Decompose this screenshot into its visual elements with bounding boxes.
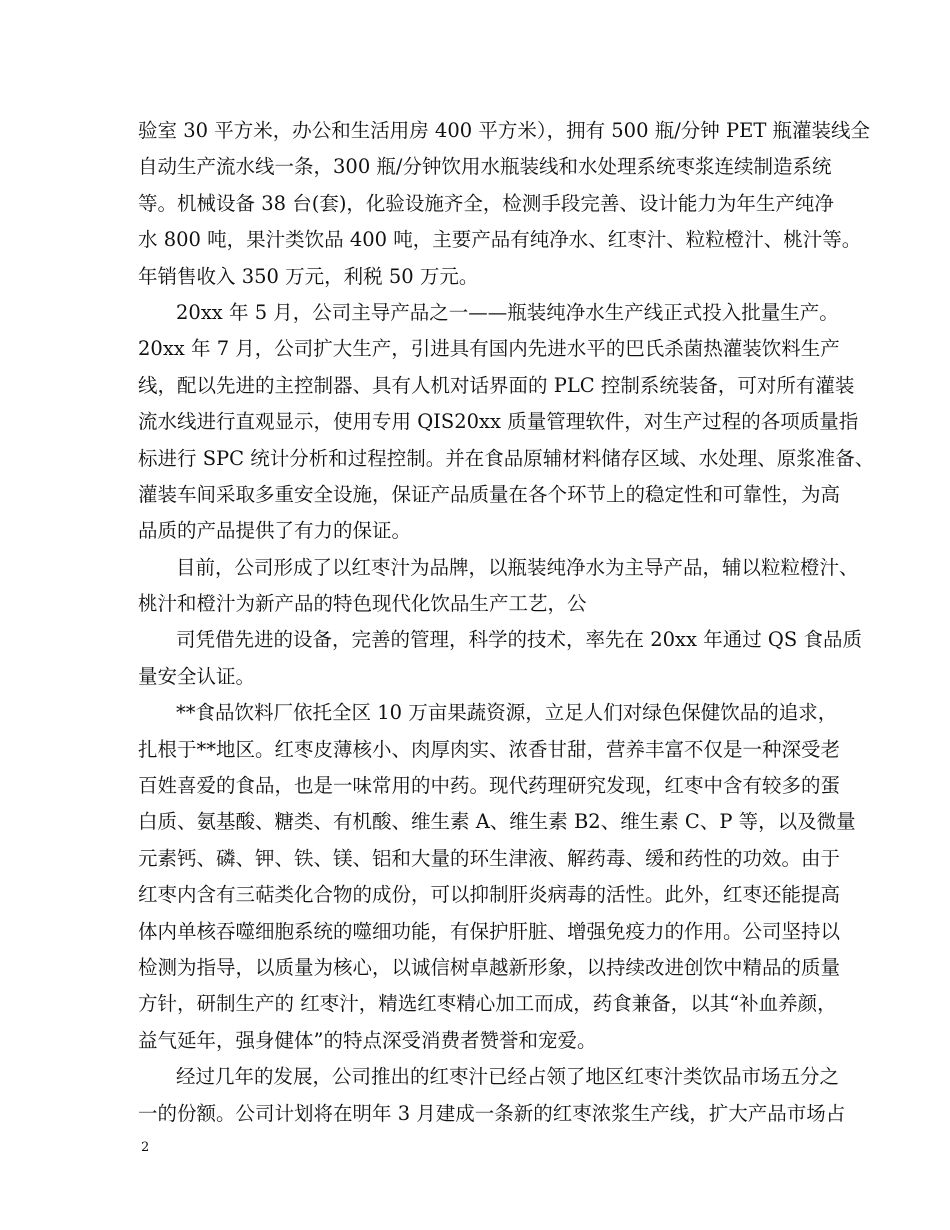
- text-line: 等。机械设备 38 台(套)，化验设施齐全，检测手段完善、设计能力为年生产纯净: [138, 191, 834, 215]
- text-line: 白质、氨基酸、糖类、有机酸、维生素 A、维生素 B2、维生素 C、P 等，以及微量: [138, 810, 856, 834]
- text-line: 目前，公司形成了以红枣汁为品牌，以瓶装纯净水为主导产品，辅以粒粒橙汁、: [176, 555, 859, 579]
- text-line: 量安全认证。: [138, 664, 256, 688]
- text-line: 方针，研制生产的 红枣汁，精选红枣精心加工而成，药食兼备，以其“补血养颜，: [138, 992, 837, 1016]
- text-line: 水 800 吨，果汁类饮品 400 吨，主要产品有纯净水、红枣汁、粒粒橙汁、桃汁等。: [138, 228, 862, 252]
- text-line: 灌装车间采取多重安全设施，保证产品质量在各个环节上的稳定性和可靠性，为高: [138, 482, 841, 506]
- text-line: 益气延年，强身健体”的特点深受消费者赞誉和宠爱。: [138, 1028, 597, 1052]
- text-line: 百姓喜爱的食品，也是一味常用的中药。现代药理研究发现，红枣中含有较多的蛋: [138, 774, 841, 798]
- text-line: 年销售收入 350 万元，利税 50 万元。: [138, 264, 479, 288]
- text-line: 自动生产流水线一条，300 瓶/分钟饮用水瓶装线和水处理系统枣浆连续制造系统: [138, 155, 832, 179]
- text-line: 检测为指导，以质量为核心，以诚信树卓越新形象，以持续改进创饮中精品的质量: [138, 955, 841, 979]
- text-line: 桃汁和橙汁为新产品的特色现代化饮品生产工艺，公: [138, 592, 587, 616]
- text-line: 20xx 年 5 月，公司主导产品之一——瓶装纯净水生产线正式投入批量生产。: [176, 300, 839, 324]
- text-line: 线，配以先进的主控制器、具有人机对话界面的 PLC 控制系统装备，可对所有灌装: [138, 373, 855, 397]
- text-line: 验室 30 平方米，办公和生活用房 400 平方米），拥有 500 瓶/分钟 PET 瓶灌装线全: [138, 119, 871, 142]
- text-line: 一的份额。公司计划将在明年 3 月建成一条新的红枣浓浆生产线，扩大产品市场占: [138, 1101, 846, 1125]
- text-line: 标进行 SPC 统计分析和过程控制。并在食品原辅材料储存区域、水处理、原浆准备、: [138, 446, 875, 470]
- text-line: 体内单核吞噬细胞系统的噬细功能，有保护肝脏、增强免疫力的作用。公司坚持以: [138, 919, 841, 943]
- text-line: 品质的产品提供了有力的保证。: [138, 519, 412, 543]
- text-line: 红枣内含有三萜类化合物的成份，可以抑制肝炎病毒的活性。此外，红枣还能提高: [138, 883, 841, 907]
- text-line: 经过几年的发展，公司推出的红枣汁已经占领了地区红枣汁类饮品市场五分之: [176, 1065, 840, 1089]
- text-line: 流水线进行直观显示，使用专用 QIS20xx 质量管理软件，对生产过程的各项质量指: [138, 410, 859, 434]
- text-line: 元素钙、磷、钾、铁、镁、铝和大量的环生津液、解药毒、缓和药性的功效。由于: [138, 846, 841, 870]
- text-line: 20xx 年 7 月，公司扩大生产，引进具有国内先进水平的巴氏杀菌热灌装饮料生产: [138, 337, 840, 361]
- text-line: 扎根于**地区。红枣皮薄核小、肉厚肉实、浓香甘甜，营养丰富不仅是一种深受老: [138, 737, 841, 761]
- page-number: 2: [141, 1140, 150, 1155]
- text-line: **食品饮料厂依托全区 10 万亩果蔬资源，立足人们对绿色保健饮品的追求，: [176, 701, 838, 725]
- document-body: [138, 113, 875, 1132]
- text-line: 司凭借先进的设备，完善的管理，科学的技术，率先在 20xx 年通过 QS 食品质: [176, 628, 862, 652]
